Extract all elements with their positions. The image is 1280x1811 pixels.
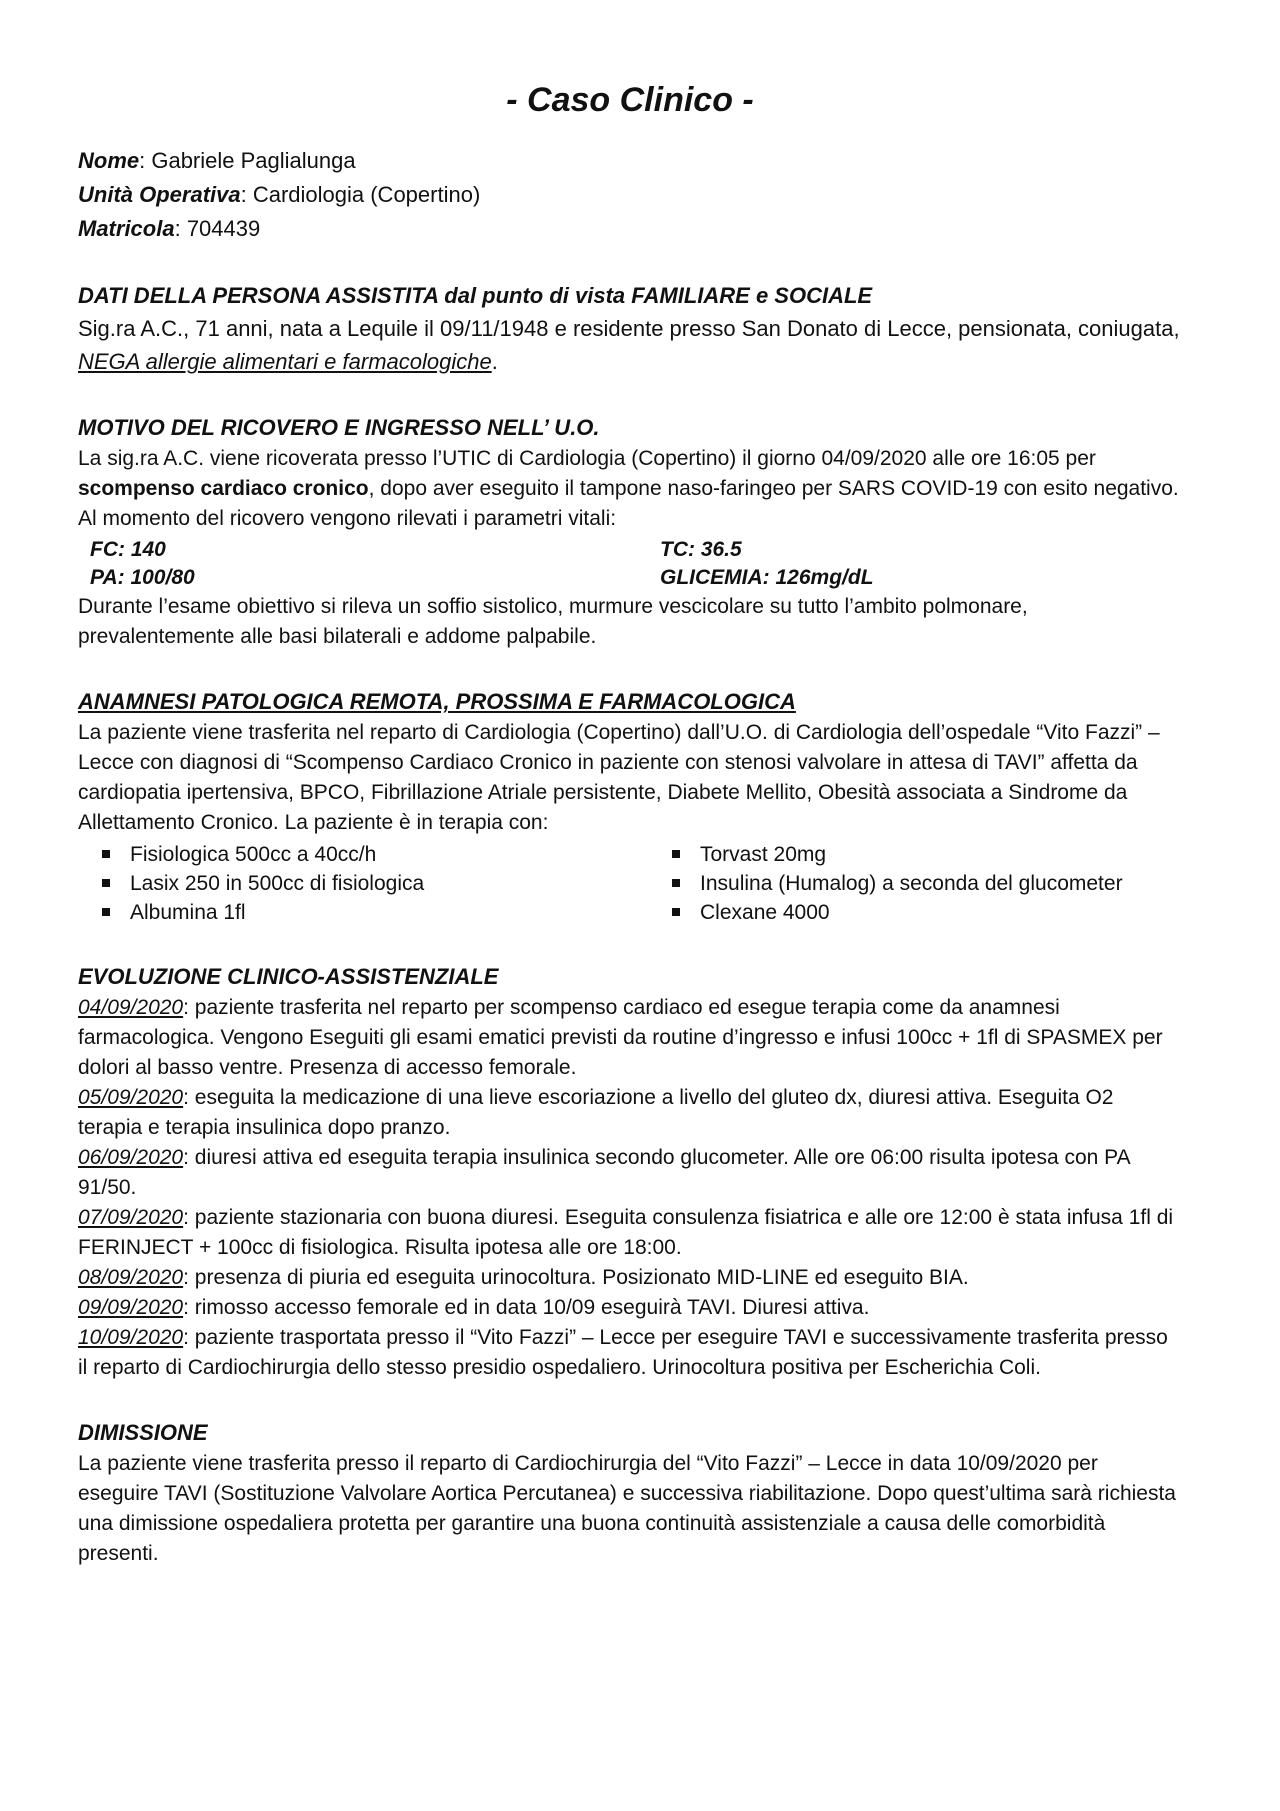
entry-date: 09/09/2020	[78, 1296, 184, 1319]
section-dimissione	[78, 1417, 1182, 1569]
timeline-entry	[78, 1203, 1182, 1263]
section-text: La paziente viene trasferita nel reparto di Cardiologia (Copertino) dall’U.O. di Cardiologia dell’ospedale “Vito Fazzi” – Lecce con diagnosi di “Scompenso Cardiaco Cronico in paziente con stenosi valvolare in attesa di TAVI” affetta da cardiopatia ipertensiva, BPCO, Fibrillazione Atriale persistente, Diabete Mellito, Obesità associata a Sindrome da Allettamento Cronico. La paziente è in terapia con:	[78, 721, 1160, 834]
bullet-square-icon	[672, 850, 680, 858]
bullet-square-icon	[672, 908, 680, 916]
timeline-entry	[78, 1083, 1182, 1143]
entry-text: : rimosso accesso femorale ed in data 10/09 eseguirà TAVI. Diuresi attiva.	[183, 1296, 870, 1319]
therapy-list-left	[78, 840, 648, 927]
text-span: Sig.ra A.C., 71 anni, nata a Lequile il 09/11/1948 e residente presso San Donato di Lecce, pensionata, coniugata,	[78, 316, 1180, 341]
list-item-text: Clexane 4000	[700, 901, 830, 924]
section-heading: DIMISSIONE	[78, 1420, 208, 1445]
section-heading: ANAMNESI PATOLOGICA REMOTA, PROSSIMA E FARMACOLOGICA	[78, 689, 796, 714]
list-item	[78, 869, 648, 898]
bullet-square-icon	[102, 908, 110, 916]
section-text: Durante l’esame obiettivo si rileva un soffio sistolico, murmure vescicolare su tutto l’ambito polmonare, prevalentemente alle basi bilaterali e addome palpabile.	[78, 595, 1028, 648]
section-text	[78, 444, 1182, 534]
entry-date: 04/09/2020	[78, 996, 184, 1019]
text-span: , dopo aver eseguito il tampone naso-faringeo per SARS COVID-19 con esito negativo. Al momento del ricovero vengono rilevati i parametri vitali:	[78, 477, 1179, 530]
timeline-entry	[78, 1293, 1182, 1323]
section-heading: EVOLUZIONE CLINICO-ASSISTENZIALE	[78, 964, 499, 989]
student-info	[78, 144, 1182, 246]
list-item-text: Fisiologica 500cc a 40cc/h	[130, 843, 377, 866]
document-title: - Caso Clinico -	[506, 81, 754, 119]
entry-text: : paziente trasportata presso il “Vito Fazzi” – Lecce per eseguire TAVI e successivamente trasferita presso il reparto di Cardiochirurgia dello stesso presidio ospedaliero. Urinocoltura positiva per Escherichia Coli.	[78, 1326, 1168, 1379]
vital-glicemia: GLICEMIA: 126mg/dL	[660, 566, 874, 589]
list-item	[648, 840, 1182, 869]
timeline-entry	[78, 1323, 1182, 1383]
timeline-entry	[78, 1263, 1182, 1293]
entry-text: : paziente trasferita nel reparto per scompenso cardiaco ed esegue terapia come da anamnesi farmacologica. Vengono Eseguiti gli esami ematici previsti da routine d’ingresso e infusi 100cc + 1fl di SPASMEX per dolori al basso ventre. Presenza di accesso femorale.	[78, 996, 1163, 1079]
meta-value: : Cardiologia (Copertino)	[240, 182, 481, 207]
vital-pa: PA: 100/80	[90, 566, 195, 589]
list-item-text: Torvast 20mg	[700, 843, 827, 866]
list-item-text: Albumina 1fl	[130, 901, 246, 924]
list-item-text: Insulina (Humalog) a seconda del glucometer	[700, 872, 1123, 895]
therapy-list-right	[648, 840, 1182, 927]
list-item	[648, 898, 1182, 927]
text-span: La sig.ra A.C. viene ricoverata presso l’UTIC di Cardiologia (Copertino) il giorno 04/09/2020 alle ore 16:05 per	[78, 447, 1096, 470]
meta-unit	[78, 178, 1182, 212]
diagnosis-bold: scompenso cardiaco cronico	[78, 477, 369, 500]
entry-date: 05/09/2020	[78, 1086, 184, 1109]
entry-text: : presenza di piuria ed eseguita urinocoltura. Posizionato MID-LINE ed eseguito BIA.	[183, 1266, 969, 1289]
timeline-entry	[78, 993, 1182, 1083]
vital-tc: TC: 36.5	[660, 538, 742, 561]
entry-text: : paziente stazionaria con buona diuresi. Eseguita consulenza fisiatrica e alle ore 12:00 è stata infusa 1fl di FERINJECT + 100cc di fisiologica. Risulta ipotesa alle ore 18:00.	[78, 1206, 1174, 1259]
section-heading: DATI DELLA PERSONA ASSISTITA dal punto di vista FAMILIARE e SOCIALE	[78, 283, 873, 308]
entry-date: 07/09/2020	[78, 1206, 184, 1229]
list-item	[78, 898, 648, 927]
entry-date: 10/09/2020	[78, 1326, 184, 1349]
text-span: .	[491, 349, 498, 374]
section-text: La paziente viene trasferita presso il reparto di Cardiochirurgia del “Vito Fazzi” – Lecce in data 10/09/2020 per eseguire TAVI (Sostituzione Valvolare Aortica Percutanea) e successiva riabilitazione. Dopo quest’ultima sarà richiesta una dimissione ospedaliera protetta per garantire una buona continuità assistenziale a causa delle comorbidità presenti.	[78, 1452, 1176, 1565]
meta-value: : Gabriele Paglialunga	[139, 148, 356, 173]
list-item	[78, 840, 648, 869]
section-heading: MOTIVO DEL RICOVERO E INGRESSO NELL’ U.O.	[78, 415, 600, 440]
allergie-text: NEGA allergie alimentari e farmacologiche	[78, 349, 492, 374]
entry-text: : eseguita la medicazione di una lieve escoriazione a livello del gluteo dx, diuresi attiva. Eseguita O2 terapia e terapia insulinica dopo pranzo.	[78, 1086, 1114, 1139]
vital-signs	[78, 536, 1182, 592]
section-text	[78, 312, 1182, 378]
meta-id	[78, 212, 1182, 246]
list-item	[648, 869, 1182, 898]
entry-text: : diuresi attiva ed eseguita terapia insulinica secondo glucometer. Alle ore 06:00 risulta ipotesa con PA 91/50.	[78, 1146, 1130, 1199]
entry-date: 08/09/2020	[78, 1266, 184, 1289]
meta-label: Matricola	[78, 216, 175, 241]
list-item-text: Lasix 250 in 500cc di fisiologica	[130, 872, 425, 895]
bullet-square-icon	[672, 879, 680, 887]
entry-date: 06/09/2020	[78, 1146, 184, 1169]
section-motivo	[78, 412, 1182, 652]
bullet-square-icon	[102, 850, 110, 858]
section-dati-persona	[78, 280, 1182, 378]
vital-fc: FC: 140	[90, 538, 166, 561]
meta-label: Unità Operativa	[78, 182, 241, 207]
section-evoluzione	[78, 961, 1182, 1383]
section-anamnesi	[78, 686, 1182, 927]
meta-name	[78, 144, 1182, 178]
meta-label: Nome	[78, 148, 140, 173]
bullet-square-icon	[102, 879, 110, 887]
timeline-entry	[78, 1143, 1182, 1203]
therapy-list	[78, 840, 1182, 927]
meta-value: : 704439	[174, 216, 261, 241]
